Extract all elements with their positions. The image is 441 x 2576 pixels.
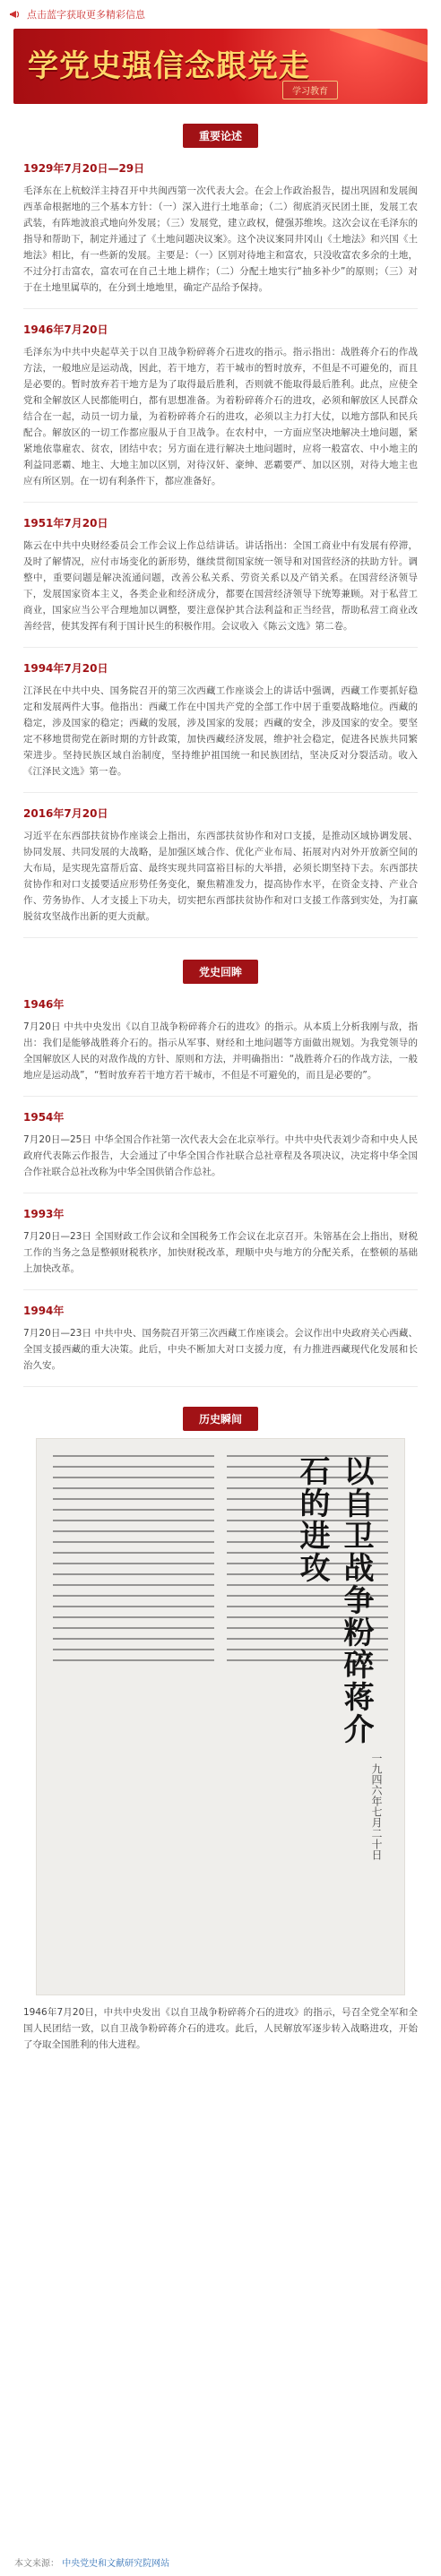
divider	[23, 647, 418, 648]
document-title-text: 以自卫战争粉碎蒋介石的进攻	[294, 1455, 374, 1745]
document-text-line	[53, 1520, 214, 1521]
remark-item	[0, 806, 441, 938]
remark-text: 陈云在中共中央财经委员会工作会议上作总结讲话。讲话指出：全国工商业中有发展有停滞，及时了解情况，应付市场变化的新形势，继续贯彻国家统一领导和对国营经济的扶助方针。调整中，重要问题是解决流通问题，改善公私关系、劳资关系以及产销关系。在国营经济领导下，发展国家资本主义，各类企业和经济成分，都要在国营经济领导下统筹兼顾。对于私营工商业，国家应当公平合理地加以调整，要注意保护其合法利益和正当经营，帮助私营工商业改善经营，使其发挥有利于国计民生的积极作用。会议收入《陈云文选》第二卷。	[23, 540, 418, 632]
document-text-line	[53, 1455, 214, 1457]
header-prompt[interactable]	[0, 0, 441, 29]
history-item	[0, 996, 441, 1097]
section-tag-important-remarks: 重要论述	[183, 124, 258, 148]
divider	[23, 937, 418, 938]
megaphone-icon	[9, 8, 22, 21]
remark-item	[0, 160, 441, 309]
divider	[23, 1386, 418, 1387]
document-text-line	[53, 1541, 214, 1543]
document-text-line	[53, 1509, 214, 1511]
history-date: 1946年	[23, 998, 65, 1011]
remark-date: 1994年7月20日	[23, 662, 108, 675]
party-history-list	[0, 996, 441, 1387]
history-date: 1993年	[23, 1208, 65, 1220]
section-tag-party-history: 党史回眸	[183, 960, 258, 984]
document-text-line	[53, 1563, 214, 1564]
footer-source-label: 本文来源：	[14, 2559, 59, 2569]
document-date: 一九四六年七月二十日	[370, 1753, 383, 1860]
historical-document-image	[36, 1438, 405, 1995]
divider	[23, 1289, 418, 1290]
document-text-line	[53, 1487, 214, 1489]
history-text: 7月20日—23日 中共中央、国务院召开第三次西藏工作座谈会。会议作出中央政府关心西藏、全国支援西藏的重大决策。此后，中央不断加大对口支援力度，有力推进西藏现代化发展和长治久安。	[23, 1328, 418, 1371]
history-text: 7月20日—25日 中华全国合作社第一次代表大会在北京举行。中共中央代表刘少奇和中央人民政府代表陈云作报告，大会通过了中华全国合作社联合总社章程及各项决议，决定将中华全国合作社联合总社改称为中华全国供销合作总社。	[23, 1134, 418, 1177]
document-text-line	[53, 1638, 214, 1640]
remark-item	[0, 322, 441, 503]
document-title	[281, 1455, 388, 1751]
spacer	[0, 951, 441, 960]
remark-text: 毛泽东为中共中央起草关于以自卫战争粉碎蒋介石进攻的指示。指示指出：战胜蒋介石的作战方法，一般地应是运动战，因此，若干地方，若干城市的暂时放弃，不但是不可避免的，而且是必要的。暂时放弃若干地方是为了取得最后胜利，否则就不能取得最后胜利。此点，应使全党和全解放区人民都能明白，都有思想准备。为着粉碎蒋介石的进攻，必须和解放区人民群众结合在一起，动员一切力量，为着粉碎蒋介石的进攻，必须以主力打大仗，以地方部队和民兵配合。解放区的一切工作都应服从于自卫战争。在农村中，一方面应坚决地解决土地问题，紧紧地依靠雇农、贫农，团结中农；另方面在进行解决土地问题时，应将一般富农、中小地主的利益同恶霸、地主、大地主加以区别，对待汉奸、豪绅、恶霸要严、加以区别，对待大地主也应有所区别。在一切有利条件下，都应准备好。	[23, 347, 418, 487]
spacer	[0, 104, 441, 124]
divider	[23, 792, 418, 793]
document-text-line	[53, 1552, 214, 1554]
divider	[23, 1096, 418, 1097]
history-item	[0, 1109, 441, 1193]
remark-item	[0, 660, 441, 793]
article-footer	[14, 2555, 169, 2569]
history-date: 1954年	[23, 1111, 65, 1124]
remark-date: 2016年7月20日	[23, 807, 108, 820]
document-text-line	[53, 1595, 214, 1597]
document-text-line	[53, 1659, 214, 1661]
divider	[23, 308, 418, 309]
remark-text: 习近平在东西部扶贫协作座谈会上指出，东西部扶贫协作和对口支援，是推动区域协调发展、协同发展、共同发展的大战略，是加强区域合作、优化产业布局、拓展对内对外开放新空间的大布局，是实现先富帮后富、最终实现共同富裕目标的大举措，必须长期坚持下去。东西部扶贫协作和对口支援要适应形势任务变化，聚焦精准发力，提高协作水平，在资金支持、产业合作、劳务协作、人才支援上下功夫，切实把东西部扶贫协作和对口支援工作落到实处，为打赢脱贫攻坚战作出新的更大贡献。	[23, 831, 418, 922]
document-text-line	[53, 1477, 214, 1478]
spacer	[0, 1995, 441, 2004]
banner-subtitle: 学习教育	[282, 81, 338, 99]
history-date: 1994年	[23, 1305, 65, 1317]
divider	[23, 502, 418, 503]
document-text-line	[53, 1616, 214, 1618]
header-prompt-text[interactable]: 点击蓝字获取更多精彩信息	[27, 9, 145, 21]
hero-banner	[13, 29, 428, 104]
important-remarks-list	[0, 160, 441, 938]
document-text-line	[53, 1530, 214, 1532]
history-text: 7月20日 中共中央发出《以自卫战争粉碎蒋介石的进攻》的指示。从本质上分析我刚与敌，指出：我们是能够战胜蒋介石的。指示从军事、财经和土地问题等方面做出规划。为我党领导的全国解放区人民的对敌作战的方针、原则和方法，并明确指出：“战胜蒋介石的作战方法，一般地应是运动战”，“暂时放弃若干地方若干城市，不但是不可避免的，而且是必要的”。	[23, 1021, 418, 1081]
history-item	[0, 1206, 441, 1290]
remark-date: 1929年7月20日—29日	[23, 162, 145, 175]
document-text-line	[53, 1649, 214, 1650]
history-item	[0, 1303, 441, 1387]
footer-source-link[interactable]: 中央党史和文献研究院网站	[62, 2559, 170, 2569]
document-text-line	[53, 1466, 214, 1468]
remark-date: 1946年7月20日	[23, 323, 108, 336]
history-text: 7月20日—23日 全国财政工作会议和全国税务工作会议在北京召开。朱镕基在会上指出，财税工作的当务之急是整顿财税秩序，加快财税改革，理顺中央与地方的分配关系，在整顿的基础上加快改革。	[23, 1231, 418, 1274]
document-column	[53, 1455, 214, 1978]
remark-text: 毛泽东在上杭蛟洋主持召开中共闽西第一次代表大会。在会上作政治报告，提出巩固和发展闽西革命根据地的三个基本方针：（一）深入进行土地革命；（二）彻底消灭民团土匪，发展工农武装，有阵地波浪式地向外发展；（三）发展党，建立政权，健强苏维埃。这次会议在毛泽东的指导和帮助下，制定并通过了《土地问题决议案》。这个决议案同井冈山《土地法》和兴国《土地法》相比，有一些新的发展。主要是：（一）区别对待地主和富农，只没收富农多余的土地，不过分打击富农，富农可在自己土地上耕作；（二）分配土地实行“抽多补少”的原则；（三）对于在土地里属草的，在分到土地地里，确定产品给予保持。	[23, 185, 418, 293]
document-text-line	[53, 1606, 214, 1607]
spacer	[0, 1400, 441, 1407]
image-caption: 1946年7月20日，中共中央发出《以自卫战争粉碎蒋介石的进攻》的指示，号召全党全军和全国人民团结一致，以自卫战争粉碎蒋介石的进攻。此后，人民解放军逐步转入战略进攻，开始了夺取全国胜利的伟大进程。	[23, 2007, 418, 2050]
section-tag-historical-image: 历史瞬间	[183, 1407, 258, 1431]
remark-text: 江泽民在中共中央、国务院召开的第三次西藏工作座谈会上的讲话中强调，西藏工作要抓好稳定和发展两件大事。他指出：西藏工作在中国共产党的全部工作中居于重要战略地位。西藏的稳定，涉及国家的稳定；西藏的发展，涉及国家的发展；西藏的安全，涉及国家的安全。要坚定不移地贯彻党在新时期的方针政策，加快西藏经济发展，维护社会稳定，促进各民族共同繁荣进步。坚持民族区域自治制度，坚持维护祖国统一和民族团结，坚决反对分裂活动。收入《江泽民文选》第一卷。	[23, 685, 418, 777]
banner-title: 学党史强信念跟党走	[28, 48, 310, 84]
document-text-line	[53, 1498, 214, 1500]
document-text-line	[53, 1584, 214, 1586]
remark-date: 1951年7月20日	[23, 517, 108, 530]
remark-item	[0, 515, 441, 648]
document-text-line	[53, 1627, 214, 1629]
document-text-line	[53, 1573, 214, 1575]
banner-ribbon	[330, 29, 428, 69]
